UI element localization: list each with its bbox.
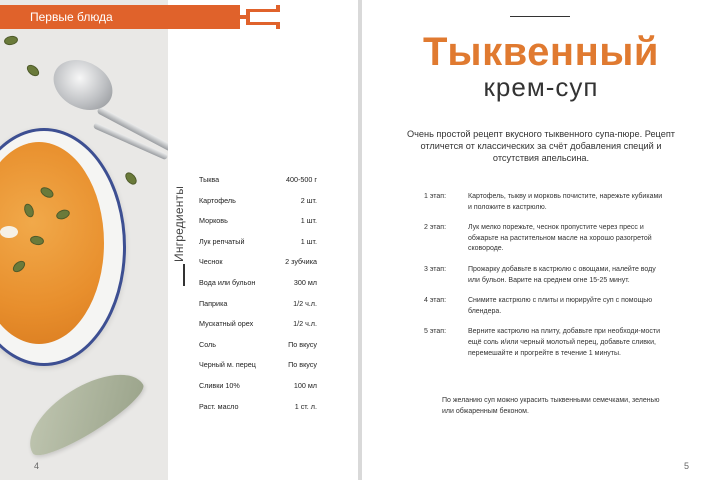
pumpkin-seed [123, 170, 139, 187]
page-number-left: 4 [34, 461, 40, 471]
ingredient-name: Соль [199, 339, 216, 349]
ingredient-quantity: 1 ст. л. [294, 401, 317, 411]
left-page [0, 0, 358, 480]
spoon [45, 50, 121, 120]
ingredients-heading: Ингредиенты [172, 185, 186, 262]
section-header [0, 5, 240, 29]
step-text: Верните кастрюлю на плиту, добавьте при необходи-мости ещё соль и/или черный молотый перец, добавьте сливки, перемешайте и прогрейте в течение 1 минуты. [468, 328, 661, 357]
pumpkin-seed [3, 35, 18, 46]
step-item [424, 327, 664, 359]
ingredient-row [199, 170, 317, 191]
ingredient-row [199, 273, 317, 294]
step-label: 3 этап: [424, 265, 447, 273]
ingredient-row [199, 232, 317, 253]
ingredient-quantity: 1 шт. [300, 236, 317, 246]
ingredient-quantity: 2 зубчика [285, 257, 317, 267]
ingredient-quantity: По вкусу [288, 360, 317, 370]
ingredient-quantity: 1/2 ч.л. [293, 298, 317, 308]
ingredient-quantity: 100 мл [293, 380, 317, 390]
ingredient-name: Паприка [199, 298, 228, 308]
ingredient-name: Морковь [199, 216, 228, 226]
page-number-right: 5 [684, 461, 690, 471]
section-title: Первые блюда [30, 10, 113, 24]
step-item [424, 223, 664, 255]
ingredient-quantity: 1 шт. [300, 216, 317, 226]
steps-list [424, 192, 664, 359]
ingredient-quantity: 400-500 г [286, 175, 317, 184]
ingredient-quantity: 1/2 ч.л. [293, 319, 317, 329]
top-rule [510, 16, 570, 17]
ingredient-row [199, 355, 317, 376]
ingredients-divider [183, 264, 185, 286]
ingredient-row [199, 335, 317, 356]
ingredient-row [199, 376, 317, 397]
ingredient-row [199, 211, 317, 232]
ingredient-name: Сливки 10% [199, 380, 240, 390]
step-text: Снимите кастрюлю с плиты и пюрируйте суп с помощью блендера. [468, 297, 653, 315]
recipe-intro: Очень простой рецепт вкусного тыквенного супа-пюре. Рецепт отличется от классических за счёт добавления специй и отсутствия апельсина. [406, 129, 676, 163]
ingredient-name: Тыква [199, 175, 220, 184]
ingredient-name: Черный м. перец [199, 360, 256, 370]
ingredient-row [199, 191, 317, 212]
ingredient-name: Лук репчатый [199, 236, 245, 246]
pumpkin-seed [25, 63, 42, 79]
recipe-title: Тыквенный [423, 30, 659, 74]
step-item [424, 192, 664, 213]
step-label: 4 этап: [424, 297, 447, 305]
ingredient-quantity: По вкусу [288, 339, 317, 349]
ingredient-name: Раст. масло [199, 401, 239, 411]
step-item [424, 296, 664, 317]
ingredient-quantity: 300 мл [293, 277, 317, 287]
leaf [16, 357, 151, 465]
ingredient-row [199, 252, 317, 273]
step-text: Лук мелко порежьте, чеснок пропустите через пресс и обжарьте на растительном масле на хорошо разогретой сковороде. [468, 224, 652, 253]
step-label: 5 этап: [424, 328, 447, 336]
right-page [362, 0, 720, 480]
cream-dollop [0, 226, 18, 238]
ingredient-name: Мускатный орех [199, 319, 254, 329]
ingredient-quantity: 2 шт. [300, 195, 317, 205]
ingredient-row [199, 397, 317, 418]
ingredient-row [199, 294, 317, 315]
step-item [424, 265, 664, 286]
ingredient-name: Картофель [199, 195, 236, 205]
step-label: 2 этап: [424, 224, 447, 232]
step-text: Прожарку добавьте в кастрюлю с овощами, налейте воду или бульон. Варите на среднем огне 15-25 минут. [468, 265, 656, 284]
serving-note: По желанию суп можно украсить тыквенными семечками, зеленью или обжаренным беконом. [442, 397, 660, 415]
ingredient-row [199, 314, 317, 335]
step-label: 1 этап: [424, 193, 447, 200]
ingredient-name: Вода или бульон [199, 277, 256, 287]
fork-icon [234, 5, 284, 29]
ingredient-name: Чеснок [199, 257, 223, 267]
ingredients-list [199, 170, 317, 417]
recipe-subtitle: крем-суп [483, 72, 599, 102]
soup-photo [0, 0, 168, 480]
step-text: Картофель, тыкву и морковь почистите, нарежьте кубиками и положите в кастрюлю. [468, 193, 663, 211]
